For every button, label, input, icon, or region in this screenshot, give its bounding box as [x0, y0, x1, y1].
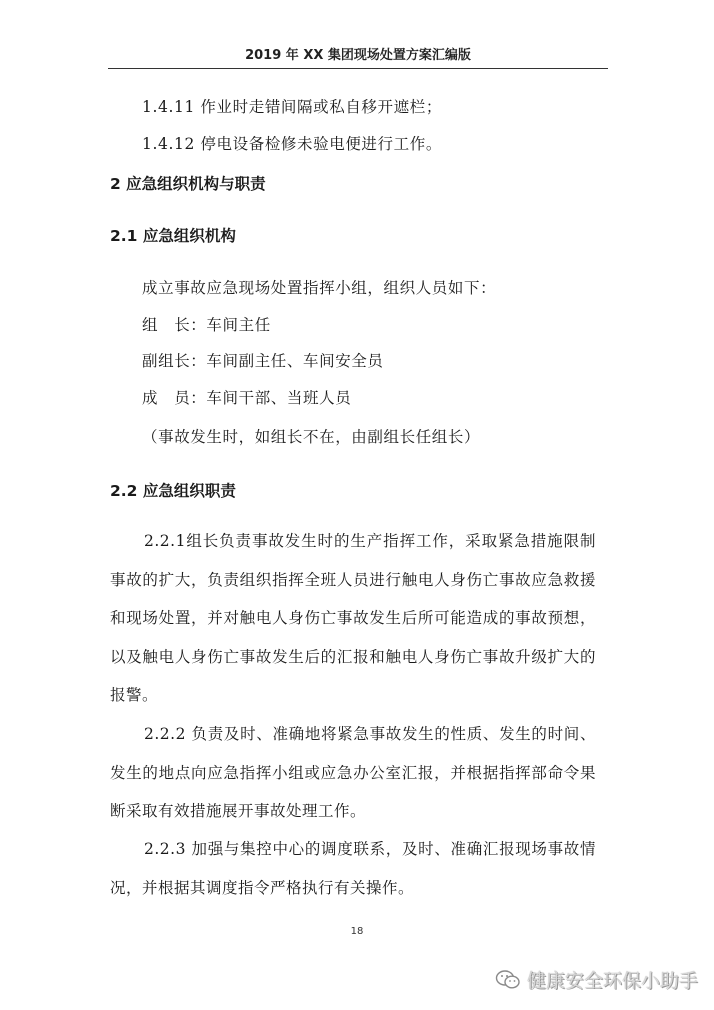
watermark [495, 966, 698, 993]
paragraph-2-2-1-first: 2.2.1组长负责事故发生时的生产指挥工作，采取紧急措施限制 [144, 532, 596, 550]
org-note: （事故发生时，如组长不在，由副组长任组长） [142, 428, 481, 446]
page-header: 2019 年 XX 集团现场处置方案汇编版 [108, 44, 608, 69]
paragraph-2-2-2-rest: 发生的地点向应急指挥小组或应急办公室汇报，并根据指挥部命令果断采取有效措施展开事故处理工作。 [110, 763, 596, 820]
org-deputy: 副组长：车间副主任、车间安全员 [142, 352, 384, 370]
watermark-text: 健康安全环保小助手 [526, 970, 698, 992]
section-2-heading: 2 应急组织机构与职责 [110, 175, 266, 193]
paragraph-2-2-2-first: 2.2.2 负责及时、准确地将紧急事故发生的性质、发生的时间、 [144, 725, 596, 743]
paragraph-2-2-1-rest: 事故的扩大，负责组织指挥全班人员进行触电人身伤亡事故应急救援和现场处置，并对触电人身伤亡事故发生后所可能造成的事故预想，以及触电人身伤亡事故发生后的汇报和触电人身伤亡事故升级扩大的报警。 [110, 570, 596, 704]
paragraph-2-2-3 [110, 830, 596, 907]
wechat-icon [495, 969, 521, 991]
org-members: 成 员：车间干部、当班人员 [142, 389, 352, 407]
page-number: 18 [350, 926, 364, 937]
paragraph-2-2-2 [110, 715, 596, 831]
item-1-4-11: 1.4.11 作业时走错间隔或私自移开遮栏； [142, 98, 442, 116]
paragraph-2-2-3-first: 2.2.3 加强与集控中心的调度联系，及时、准确汇报现场事故情 [144, 840, 596, 858]
org-leader: 组 长：车间主任 [142, 316, 271, 334]
section-2-2-heading: 2.2 应急组织职责 [110, 482, 236, 500]
paragraph-2-2-1 [110, 522, 596, 715]
item-1-4-12: 1.4.12 停电设备检修未验电便进行工作。 [142, 135, 442, 153]
section-2-1-heading: 2.1 应急组织机构 [110, 227, 236, 245]
paragraph-2-2-3-rest: 况，并根据其调度指令严格执行有关操作。 [110, 878, 415, 897]
org-intro: 成立事故应急现场处置指挥小组，组织人员如下： [142, 279, 497, 297]
